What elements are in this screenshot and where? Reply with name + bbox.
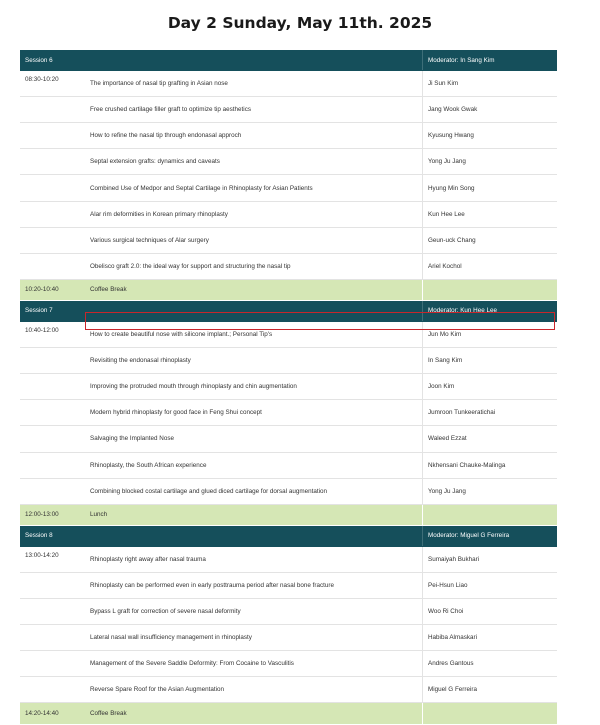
- talk-row: [20, 201, 557, 227]
- session-header-row: [20, 300, 557, 321]
- speaker-name: Andres Gantous: [423, 651, 558, 677]
- time-cell: [20, 175, 85, 201]
- time-cell: [20, 599, 85, 625]
- session-header-row: [20, 525, 557, 546]
- session-spacer: [85, 50, 423, 71]
- session-spacer: [85, 525, 423, 546]
- schedule-table: [20, 50, 557, 725]
- speaker-name: Jang Wook Gwak: [423, 97, 558, 123]
- talk-row: [20, 348, 557, 374]
- time-cell: [20, 478, 85, 504]
- talk-title: How to refine the nasal tip through endonasal approch: [85, 123, 423, 149]
- talk-title: Septal extension grafts: dynamics and caveats: [85, 149, 423, 175]
- break-row: [20, 279, 557, 300]
- speaker-name: Yong Ju Jang: [423, 478, 558, 504]
- time-cell: [20, 253, 85, 279]
- talk-row: [20, 599, 557, 625]
- time-cell: 08:30-10:20: [20, 71, 85, 97]
- speaker-name: Jun Mo Kim: [423, 322, 558, 348]
- session-moderator: Moderator: Kun Hee Lee: [423, 300, 558, 321]
- talk-title: Revisiting the endonasal rhinoplasty: [85, 348, 423, 374]
- speaker-name: Yong Ju Jang: [423, 149, 558, 175]
- talk-row: [20, 175, 557, 201]
- talk-title: Improving the protruded mouth through rhinoplasty and chin augmentation: [85, 374, 423, 400]
- break-label: Coffee Break: [85, 703, 423, 724]
- talk-title: Combined Use of Medpor and Septal Cartilage in Rhinoplasty for Asian Patients: [85, 175, 423, 201]
- speaker-name: Miguel G Ferreira: [423, 677, 558, 703]
- speaker-name: Pei-Hsun Liao: [423, 572, 558, 598]
- talk-row: [20, 97, 557, 123]
- session-moderator: Moderator: Miguel G Ferreira: [423, 525, 558, 546]
- break-label: Lunch: [85, 504, 423, 525]
- talk-title: Rhinoplasty can be performed even in early posttrauma period after nasal bone fracture: [85, 572, 423, 598]
- talk-title: Various surgical techniques of Alar surgery: [85, 227, 423, 253]
- schedule-body: [20, 50, 557, 724]
- talk-title: Rhinoplasty right away after nasal trauma: [85, 546, 423, 572]
- speaker-name: Nkhensani Chauke-Malinga: [423, 452, 558, 478]
- time-cell: [20, 348, 85, 374]
- talk-title: Obelisco graft 2.0: the ideal way for support and structuring the nasal tip: [85, 253, 423, 279]
- speaker-name: Waleed Ezzat: [423, 426, 558, 452]
- talk-row: [20, 149, 557, 175]
- time-cell: [20, 400, 85, 426]
- time-cell: [20, 227, 85, 253]
- talk-title: Rhinoplasty, the South African experience: [85, 452, 423, 478]
- talk-row: [20, 400, 557, 426]
- talk-row: [20, 253, 557, 279]
- talk-row: [20, 651, 557, 677]
- session-header-row: [20, 50, 557, 71]
- talk-title: Salvaging the Implanted Nose: [85, 426, 423, 452]
- speaker-name: Joon Kim: [423, 374, 558, 400]
- talk-row: [20, 426, 557, 452]
- speaker-name: Woo Ri Choi: [423, 599, 558, 625]
- session-label: Session 7: [20, 300, 85, 321]
- talk-row: [20, 374, 557, 400]
- speaker-name: Jumroon Tunkeeratichai: [423, 400, 558, 426]
- time-cell: [20, 149, 85, 175]
- speaker-name: Kun Hee Lee: [423, 201, 558, 227]
- speaker-name: [423, 504, 558, 525]
- talk-title: Bypass L graft for correction of severe nasal deformity: [85, 599, 423, 625]
- break-row: [20, 703, 557, 724]
- speaker-name: Habiba Almaskari: [423, 625, 558, 651]
- speaker-name: Ariel Kochol: [423, 253, 558, 279]
- speaker-name: Ji Sun Kim: [423, 71, 558, 97]
- time-cell: [20, 123, 85, 149]
- time-cell: 12:00-13:00: [20, 504, 85, 525]
- talk-title: Modern hybrid rhinoplasty for good face in Feng Shui concept: [85, 400, 423, 426]
- talk-title: Alar rim deformities in Korean primary rhinoplasty: [85, 201, 423, 227]
- time-cell: [20, 452, 85, 478]
- talk-row: [20, 227, 557, 253]
- talk-title: Reverse Spare Roof for the Asian Augmentation: [85, 677, 423, 703]
- talk-row: [20, 677, 557, 703]
- speaker-name: Hyung Min Song: [423, 175, 558, 201]
- speaker-name: Geun-uck Chang: [423, 227, 558, 253]
- talk-row: [20, 478, 557, 504]
- time-cell: [20, 201, 85, 227]
- time-cell: [20, 374, 85, 400]
- time-cell: 13:00-14:20: [20, 546, 85, 572]
- talk-row: [20, 71, 557, 97]
- talk-row: [20, 625, 557, 651]
- break-row: [20, 504, 557, 525]
- session-label: Session 8: [20, 525, 85, 546]
- talk-row: [20, 123, 557, 149]
- time-cell: [20, 625, 85, 651]
- talk-row: [20, 322, 557, 348]
- talk-title: Combining blocked costal cartilage and glued diced cartilage for dorsal augmentation: [85, 478, 423, 504]
- time-cell: 10:40-12:00: [20, 322, 85, 348]
- speaker-name: [423, 279, 558, 300]
- talk-title: How to create beautiful nose with silicone implant.; Personal Tip's: [85, 322, 423, 348]
- session-moderator: Moderator: In Sang Kim: [423, 50, 558, 71]
- time-cell: [20, 677, 85, 703]
- talk-title: Free crushed cartilage filler graft to optimize tip aesthetics: [85, 97, 423, 123]
- time-cell: 10:20-10:40: [20, 279, 85, 300]
- speaker-name: [423, 703, 558, 724]
- time-cell: [20, 97, 85, 123]
- speaker-name: In Sang Kim: [423, 348, 558, 374]
- speaker-name: Sumaiyah Bukhari: [423, 546, 558, 572]
- page-title: Day 2 Sunday, May 11th. 2025: [167, 14, 433, 32]
- talk-row: [20, 546, 557, 572]
- speaker-name: Kyusung Hwang: [423, 123, 558, 149]
- session-spacer: [85, 300, 423, 321]
- talk-title: Lateral nasal wall insufficiency management in rhinoplasty: [85, 625, 423, 651]
- time-cell: [20, 426, 85, 452]
- time-cell: 14:20-14:40: [20, 703, 85, 724]
- time-cell: [20, 651, 85, 677]
- session-label: Session 6: [20, 50, 85, 71]
- talk-row: [20, 452, 557, 478]
- talk-title: The importance of nasal tip grafting in Asian nose: [85, 71, 423, 97]
- talk-title: Management of the Severe Saddle Deformity: From Cocaine to Vasculitis: [85, 651, 423, 677]
- break-label: Coffee Break: [85, 279, 423, 300]
